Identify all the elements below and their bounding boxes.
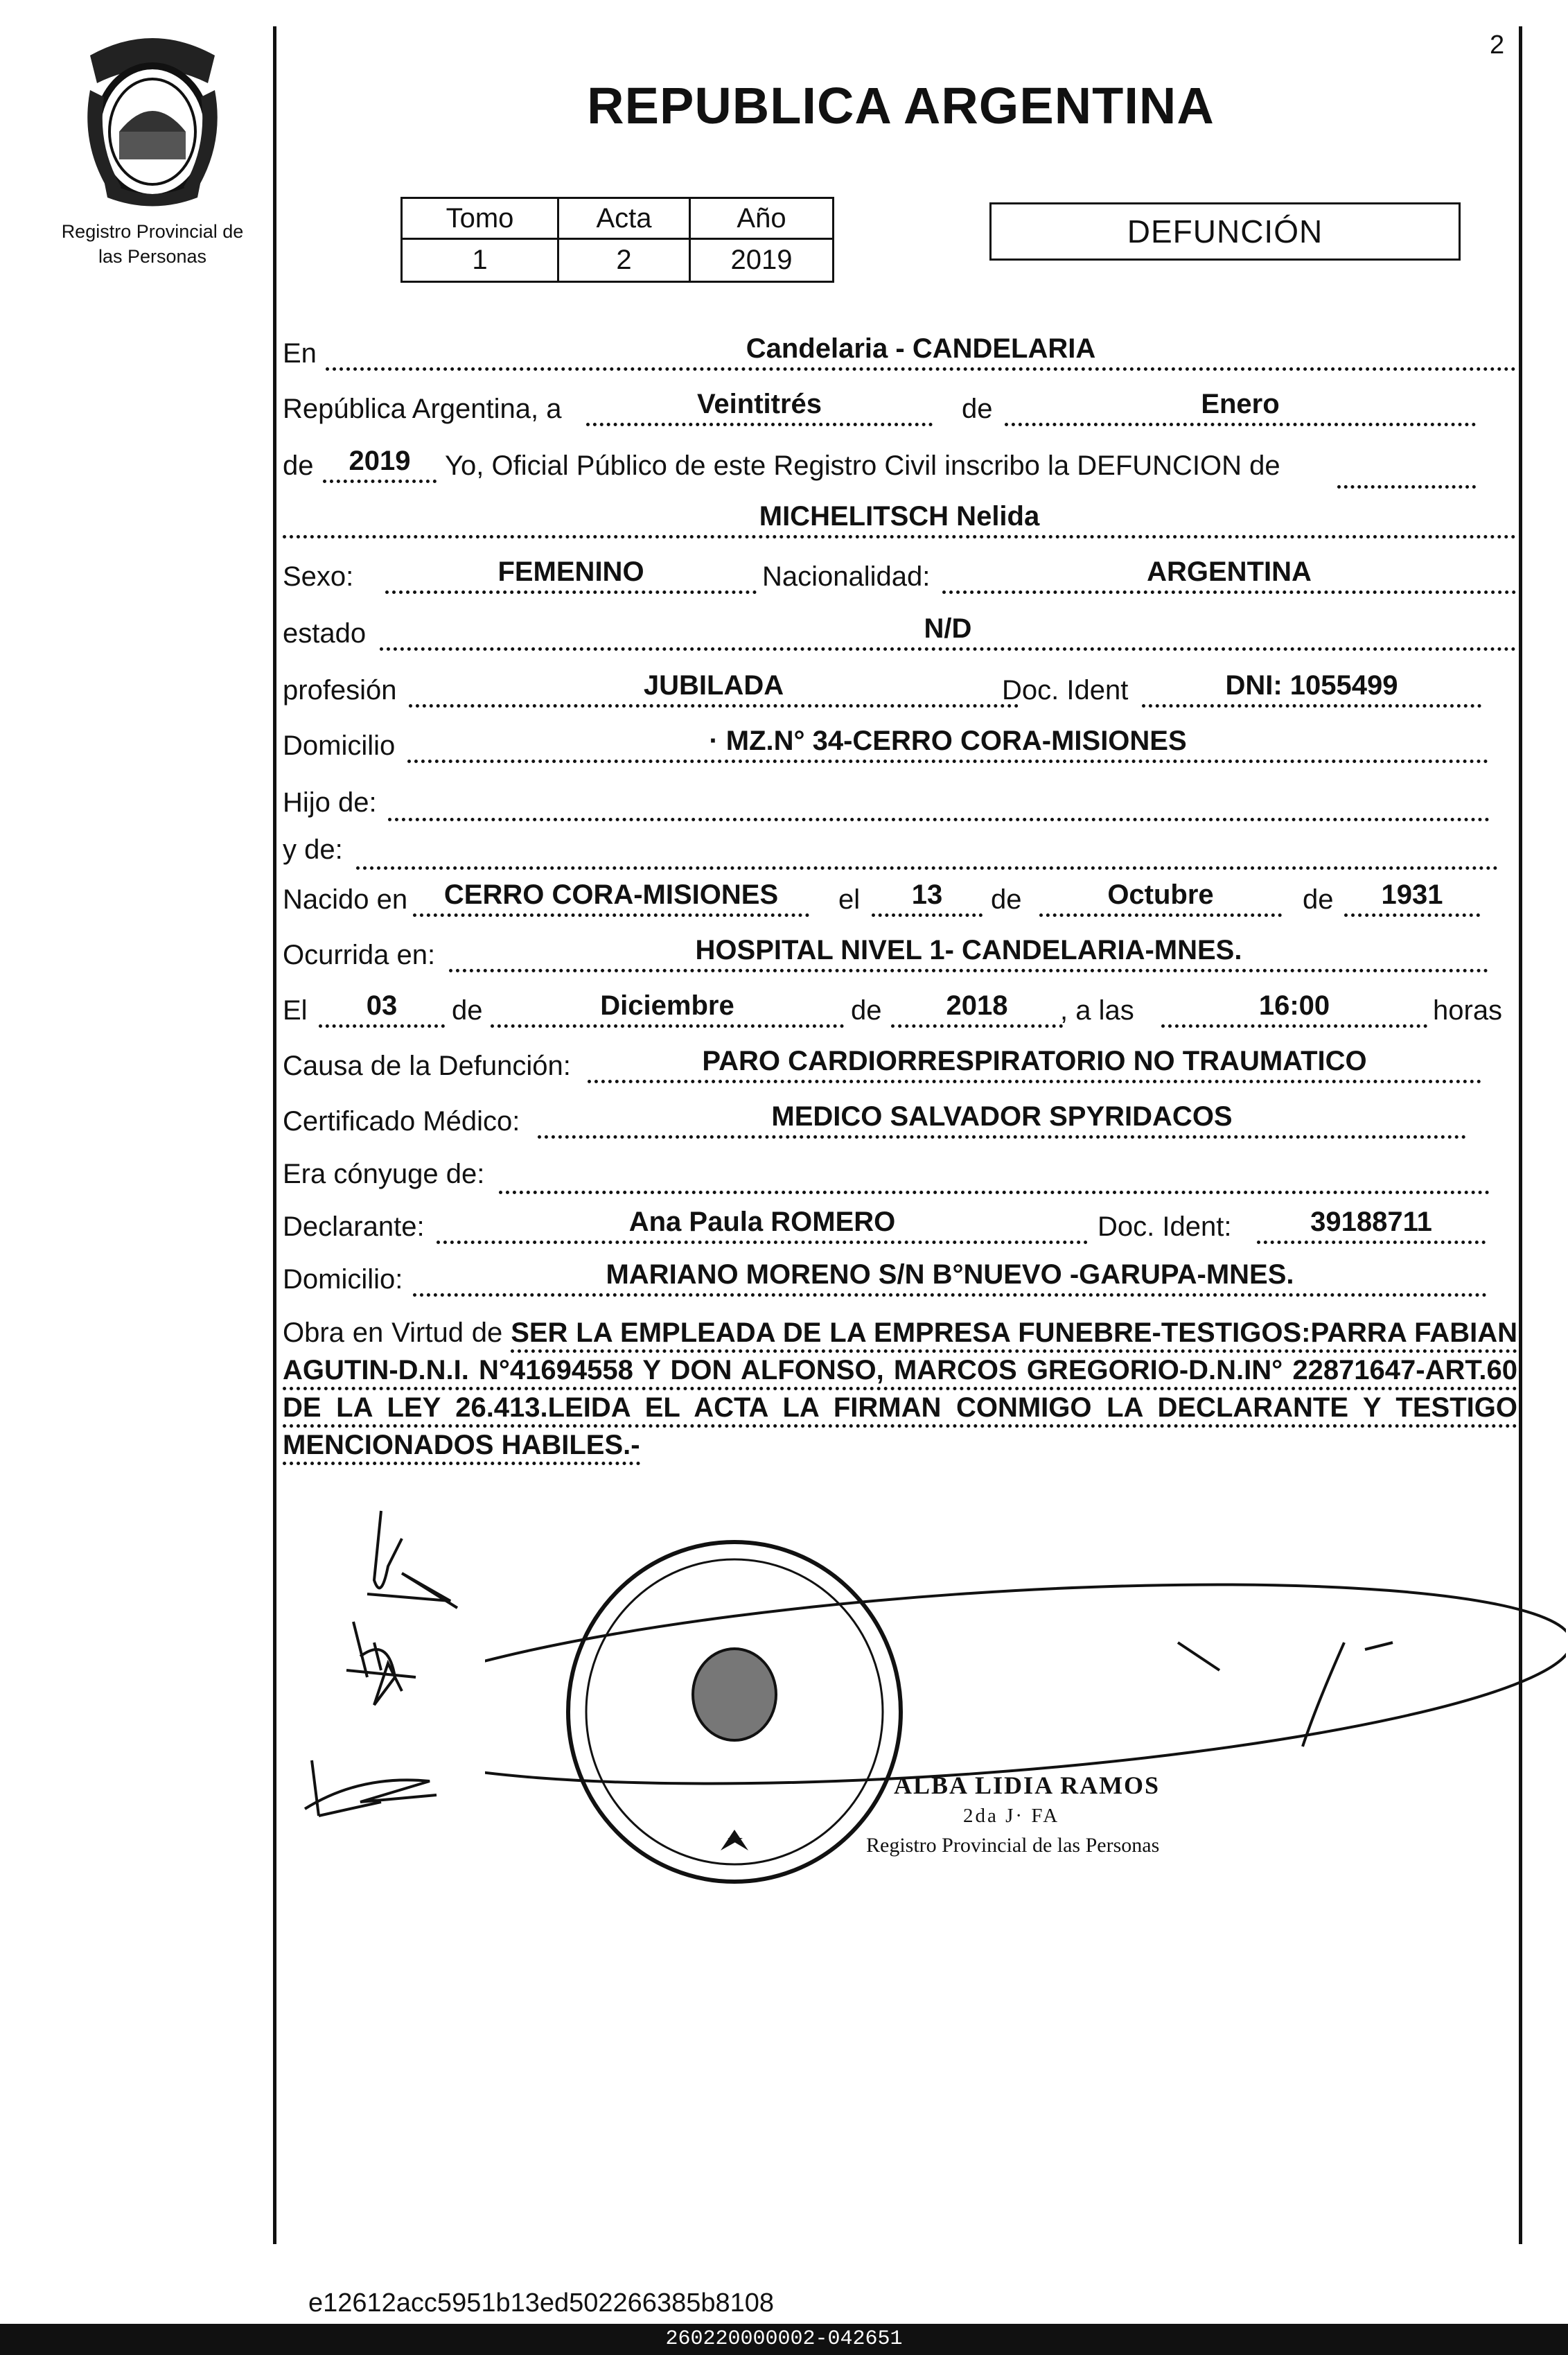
anio-header: Año <box>691 199 832 240</box>
declarante-label: Declarante: <box>283 1211 425 1242</box>
barcode-footer: 260220000002-042651 <box>0 2324 1568 2355</box>
year-field: 2019 <box>323 445 437 483</box>
de-label-3: de <box>991 884 1022 915</box>
de-label-2: de <box>283 450 314 481</box>
y-de-label: y de: <box>283 834 343 865</box>
estado-field: N/D <box>380 613 1516 651</box>
doc-ident2-field: 39188711 <box>1257 1206 1486 1244</box>
doc-ident2-label: Doc. Ident: <box>1098 1211 1232 1242</box>
hijo-de-dots <box>388 818 1490 821</box>
acta-value: 2 <box>559 240 691 281</box>
de-label-5: de <box>452 995 483 1026</box>
right-frame-line <box>1519 26 1522 2244</box>
acta-header: Acta <box>559 199 691 240</box>
profesion-field: JUBILADA <box>409 669 1019 708</box>
official-name: ALBA LIDIA RAMOS <box>894 1771 1161 1799</box>
doc-ident-label: Doc. Ident <box>1002 675 1129 706</box>
birth-month-field: Octubre <box>1039 879 1282 917</box>
day-words-field: Veintitrés <box>586 388 933 426</box>
sexo-label: Sexo: <box>283 561 354 592</box>
statement-text: Yo, Oficial Público de este Registro Civil inscribo la DEFUNCION de <box>445 450 1280 481</box>
domicilio2-field: MARIANO MORENO S/N B°NUEVO -GARUPA-MNES. <box>413 1259 1487 1297</box>
left-frame-line <box>273 26 276 2244</box>
page-title: REPUBLICA ARGENTINA <box>587 77 1215 134</box>
month-field: Enero <box>1005 388 1476 426</box>
domicilio-label: Domicilio <box>283 730 396 761</box>
nacionalidad-label: Nacionalidad: <box>762 561 931 592</box>
record-grid <box>400 197 834 283</box>
death-day-field: 03 <box>319 990 445 1028</box>
el-cap-label: El <box>283 995 308 1026</box>
conyuge-label: Era cónyuge de: <box>283 1159 485 1189</box>
obra-text: SER LA EMPLEADA DE LA EMPRESA FUNEBRE-TESTIGOS:PARRA FABIAN AGUTIN-D.N.I. N°41694558 Y DON ALFONSO, MARCOS GREGORIO-D.N.IN° 22871647-ART.60 DE LA LEY 26.413.LEIDA EL ACTA LA FIRMAN CONMIGO LA DECLARANTE Y TESTIGO MENCIONADOS HABILES.- <box>283 1317 1517 1465</box>
province-seal <box>69 28 236 208</box>
estado-label: estado <box>283 618 367 649</box>
statement-dots <box>1337 485 1476 489</box>
record-type-box: DEFUNCIÓN <box>989 202 1461 261</box>
nacido-en-label: Nacido en <box>283 884 408 915</box>
republica-label: República Argentina, a <box>283 394 562 424</box>
death-month-field: Diciembre <box>491 990 844 1028</box>
death-time-field: 16:00 <box>1161 990 1427 1028</box>
obra-paragraph <box>283 1314 1517 1464</box>
en-label: En <box>283 338 317 369</box>
death-year-field: 2018 <box>891 990 1063 1028</box>
page-number: 2 <box>1490 30 1505 60</box>
obra-label: Obra en Virtud de <box>283 1317 503 1348</box>
birth-day-field: 13 <box>872 879 983 917</box>
declarante-field: Ana Paula ROMERO <box>437 1206 1088 1244</box>
de-label-4: de <box>1303 884 1334 915</box>
birth-year-field: 1931 <box>1344 879 1480 917</box>
el-label: el <box>838 884 861 915</box>
y-de-dots <box>356 866 1498 870</box>
deceased-name-field: MICHELITSCH Nelida <box>283 500 1516 539</box>
ocurrida-en-field: HOSPITAL NIVEL 1- CANDELARIA-MNES. <box>449 934 1488 972</box>
nacionalidad-field: ARGENTINA <box>942 556 1516 594</box>
nacido-en-field: CERRO CORA-MISIONES <box>413 879 809 917</box>
sexo-field: FEMENINO <box>385 556 757 594</box>
place-field: Candelaria - CANDELARIA <box>326 333 1516 371</box>
de-label-1: de <box>962 394 993 424</box>
profesion-label: profesión <box>283 675 397 706</box>
ocurrida-en-label: Ocurrida en: <box>283 940 436 970</box>
a-las-label: , a las <box>1060 995 1134 1026</box>
conyuge-dots <box>499 1191 1490 1194</box>
registry-caption-line1: Registro Provincial de <box>61 221 244 242</box>
hijo-de-label: Hijo de: <box>283 787 377 818</box>
registry-caption <box>21 219 284 269</box>
causa-field: PARO CARDIORRESPIRATORIO NO TRAUMATICO <box>588 1045 1481 1083</box>
tomo-value: 1 <box>403 240 559 281</box>
document-hash: e12612acc5951b13ed502266385b8108 <box>308 2288 775 2318</box>
certificado-label: Certificado Médico: <box>283 1106 520 1137</box>
tomo-header: Tomo <box>403 199 559 240</box>
certificado-field: MEDICO SALVADOR SPYRIDACOS <box>538 1101 1466 1139</box>
anio-value: 2019 <box>730 245 793 275</box>
official-registry: Registro Provincial de las Personas <box>866 1834 1160 1857</box>
causa-label: Causa de la Defunción: <box>283 1051 571 1081</box>
official-rank: 2da J· FA <box>963 1805 1060 1827</box>
horas-label: horas <box>1433 995 1503 1026</box>
domicilio-field: · MZ.N° 34-CERRO CORA-MISIONES <box>407 725 1488 763</box>
doc-ident-field: DNI: 1055499 <box>1142 669 1481 708</box>
de-label-6: de <box>851 995 882 1026</box>
domicilio2-label: Domicilio: <box>283 1264 403 1295</box>
registry-caption-line2: las Personas <box>98 246 207 267</box>
